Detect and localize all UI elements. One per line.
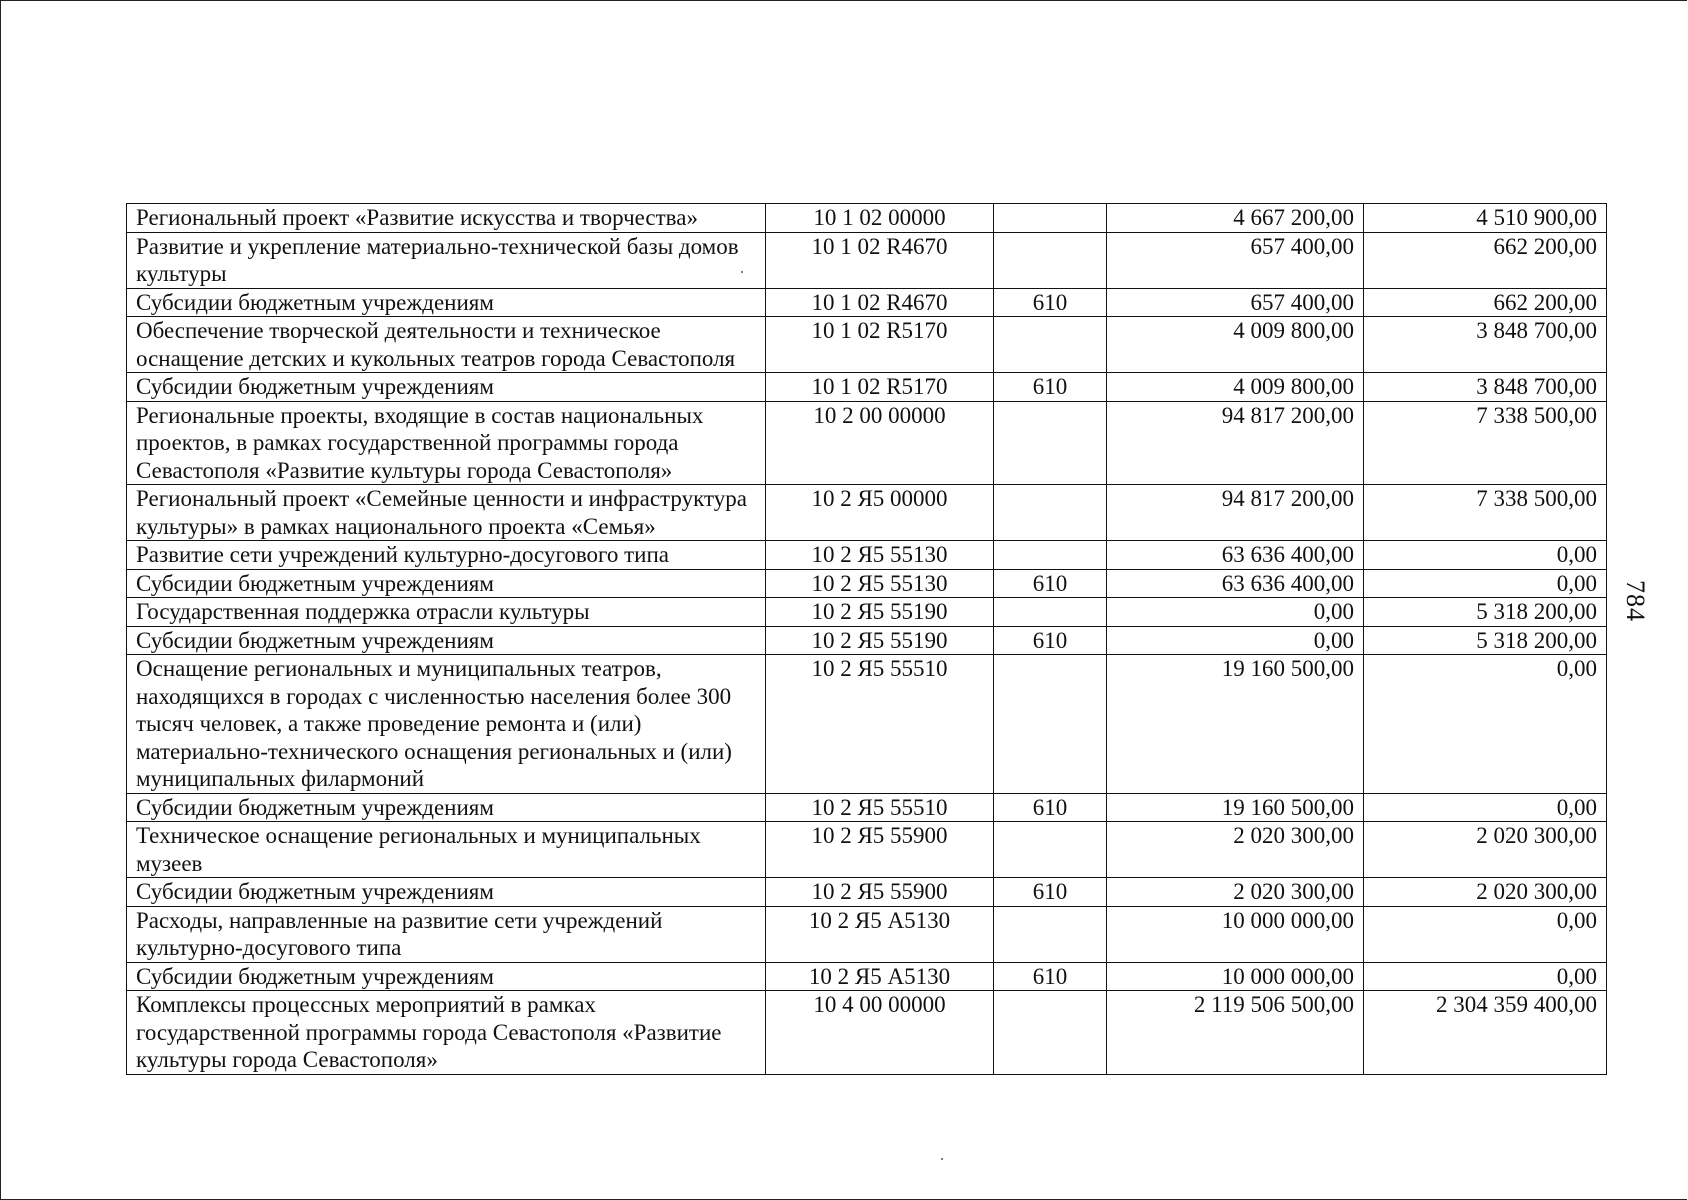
cell-amount-1: 94 817 200,00 xyxy=(1107,485,1364,541)
cell-amount-2: 3 848 700,00 xyxy=(1364,373,1607,402)
cell-amount-1: 2 119 506 500,00 xyxy=(1107,991,1364,1075)
cell-amount-2: 0,00 xyxy=(1364,906,1607,962)
cell-name: Расходы, направленные на развитие сети учреждений культурно-досугового типа xyxy=(127,906,766,962)
cell-name: Развитие сети учреждений культурно-досугового типа xyxy=(127,541,766,570)
cell-amount-1: 0,00 xyxy=(1107,598,1364,627)
cell-amount-1: 2 020 300,00 xyxy=(1107,822,1364,878)
cell-expense-type xyxy=(994,655,1107,794)
budget-table xyxy=(126,203,1607,1075)
table-row xyxy=(127,569,1607,598)
cell-name: Государственная поддержка отрасли культуры xyxy=(127,598,766,627)
cell-name: Субсидии бюджетным учреждениям xyxy=(127,793,766,822)
table-row xyxy=(127,485,1607,541)
page-number: 784 xyxy=(1621,580,1650,622)
cell-name: Обеспечение творческой деятельности и техническое оснащение детских и кукольных театров города Севастополя xyxy=(127,317,766,373)
cell-expense-type xyxy=(994,485,1107,541)
cell-amount-2: 5 318 200,00 xyxy=(1364,626,1607,655)
cell-amount-2: 0,00 xyxy=(1364,541,1607,570)
table-row xyxy=(127,793,1607,822)
cell-amount-2: 0,00 xyxy=(1364,962,1607,991)
cell-amount-1: 19 160 500,00 xyxy=(1107,793,1364,822)
cell-amount-2: 2 020 300,00 xyxy=(1364,878,1607,907)
table-row xyxy=(127,626,1607,655)
cell-code: 10 2 Я5 55190 xyxy=(766,626,994,655)
cell-name: Субсидии бюджетным учреждениям xyxy=(127,373,766,402)
cell-code: 10 2 Я5 55130 xyxy=(766,569,994,598)
cell-code: 10 1 02 00000 xyxy=(766,204,994,233)
cell-amount-1: 4 009 800,00 xyxy=(1107,373,1364,402)
cell-code: 10 2 Я5 00000 xyxy=(766,485,994,541)
cell-amount-2: 5 318 200,00 xyxy=(1364,598,1607,627)
cell-code: 10 2 Я5 55190 xyxy=(766,598,994,627)
cell-expense-type: 610 xyxy=(994,626,1107,655)
table-row xyxy=(127,541,1607,570)
cell-amount-2: 662 200,00 xyxy=(1364,288,1607,317)
cell-amount-1: 4 009 800,00 xyxy=(1107,317,1364,373)
cell-amount-2: 0,00 xyxy=(1364,569,1607,598)
cell-amount-1: 10 000 000,00 xyxy=(1107,906,1364,962)
cell-expense-type: 610 xyxy=(994,373,1107,402)
cell-expense-type xyxy=(994,598,1107,627)
cell-name: Субсидии бюджетным учреждениям xyxy=(127,288,766,317)
cell-amount-1: 657 400,00 xyxy=(1107,232,1364,288)
table-row xyxy=(127,822,1607,878)
cell-code: 10 2 Я5 55510 xyxy=(766,793,994,822)
cell-expense-type xyxy=(994,822,1107,878)
cell-name: Региональный проект «Развитие искусства и творчества» xyxy=(127,204,766,233)
cell-amount-2: 0,00 xyxy=(1364,793,1607,822)
table-row xyxy=(127,598,1607,627)
cell-code: 10 2 Я5 А5130 xyxy=(766,906,994,962)
cell-code: 10 4 00 00000 xyxy=(766,991,994,1075)
cell-amount-2: 2 020 300,00 xyxy=(1364,822,1607,878)
cell-name: Региональный проект «Семейные ценности и инфраструктура культуры» в рамках национального проекта «Семья» xyxy=(127,485,766,541)
cell-name: Техническое оснащение региональных и муниципальных музеев xyxy=(127,822,766,878)
cell-amount-1: 0,00 xyxy=(1107,626,1364,655)
cell-amount-2: 7 338 500,00 xyxy=(1364,401,1607,485)
table-row xyxy=(127,288,1607,317)
cell-amount-1: 4 667 200,00 xyxy=(1107,204,1364,233)
cell-name: Комплексы процессных мероприятий в рамках государственной программы города Севастополя «Развитие культуры города Севастополя» xyxy=(127,991,766,1075)
cell-expense-type: 610 xyxy=(994,878,1107,907)
cell-expense-type xyxy=(994,204,1107,233)
cell-name: Субсидии бюджетным учреждениям xyxy=(127,962,766,991)
table-row xyxy=(127,373,1607,402)
cell-expense-type xyxy=(994,541,1107,570)
cell-expense-type: 610 xyxy=(994,288,1107,317)
cell-code: 10 2 Я5 55130 xyxy=(766,541,994,570)
cell-amount-2: 662 200,00 xyxy=(1364,232,1607,288)
cell-name: Развитие и укрепление материально-технической базы домов культуры xyxy=(127,232,766,288)
cell-code: 10 1 02 R5170 xyxy=(766,317,994,373)
cell-code: 10 2 Я5 А5130 xyxy=(766,962,994,991)
cell-code: 10 2 Я5 55900 xyxy=(766,822,994,878)
cell-amount-2: 2 304 359 400,00 xyxy=(1364,991,1607,1075)
table-row xyxy=(127,962,1607,991)
cell-amount-2: 7 338 500,00 xyxy=(1364,485,1607,541)
table-row xyxy=(127,401,1607,485)
table-row xyxy=(127,317,1607,373)
cell-expense-type xyxy=(994,401,1107,485)
scan-speck xyxy=(741,271,743,273)
table-row xyxy=(127,991,1607,1075)
table-row xyxy=(127,232,1607,288)
scan-speck xyxy=(941,1158,943,1160)
cell-amount-1: 63 636 400,00 xyxy=(1107,541,1364,570)
cell-expense-type xyxy=(994,991,1107,1075)
cell-expense-type: 610 xyxy=(994,962,1107,991)
cell-code: 10 1 02 R4670 xyxy=(766,232,994,288)
cell-expense-type xyxy=(994,317,1107,373)
cell-code: 10 1 02 R4670 xyxy=(766,288,994,317)
cell-amount-1: 94 817 200,00 xyxy=(1107,401,1364,485)
cell-expense-type: 610 xyxy=(994,793,1107,822)
cell-amount-2: 3 848 700,00 xyxy=(1364,317,1607,373)
cell-amount-1: 19 160 500,00 xyxy=(1107,655,1364,794)
cell-name: Региональные проекты, входящие в состав национальных проектов, в рамках государственной программы города Севастополя «Развитие культуры города Севастополя» xyxy=(127,401,766,485)
table-row xyxy=(127,204,1607,233)
cell-code: 10 2 Я5 55510 xyxy=(766,655,994,794)
cell-amount-2: 4 510 900,00 xyxy=(1364,204,1607,233)
cell-amount-1: 657 400,00 xyxy=(1107,288,1364,317)
cell-name: Субсидии бюджетным учреждениям xyxy=(127,569,766,598)
cell-amount-1: 2 020 300,00 xyxy=(1107,878,1364,907)
cell-expense-type xyxy=(994,906,1107,962)
table-row xyxy=(127,878,1607,907)
cell-amount-1: 10 000 000,00 xyxy=(1107,962,1364,991)
cell-code: 10 1 02 R5170 xyxy=(766,373,994,402)
cell-name: Субсидии бюджетным учреждениям xyxy=(127,878,766,907)
cell-code: 10 2 00 00000 xyxy=(766,401,994,485)
cell-amount-1: 63 636 400,00 xyxy=(1107,569,1364,598)
cell-name: Оснащение региональных и муниципальных театров, находящихся в городах с численностью населения более 300 тысяч человек, а также проведение ремонта и (или) материально-технического оснащения региональных и (или) муниципальных филармоний xyxy=(127,655,766,794)
cell-name: Субсидии бюджетным учреждениям xyxy=(127,626,766,655)
cell-expense-type: 610 xyxy=(994,569,1107,598)
cell-expense-type xyxy=(994,232,1107,288)
cell-amount-2: 0,00 xyxy=(1364,655,1607,794)
budget-table-body xyxy=(127,204,1607,1075)
cell-code: 10 2 Я5 55900 xyxy=(766,878,994,907)
table-row xyxy=(127,906,1607,962)
table-row xyxy=(127,655,1607,794)
